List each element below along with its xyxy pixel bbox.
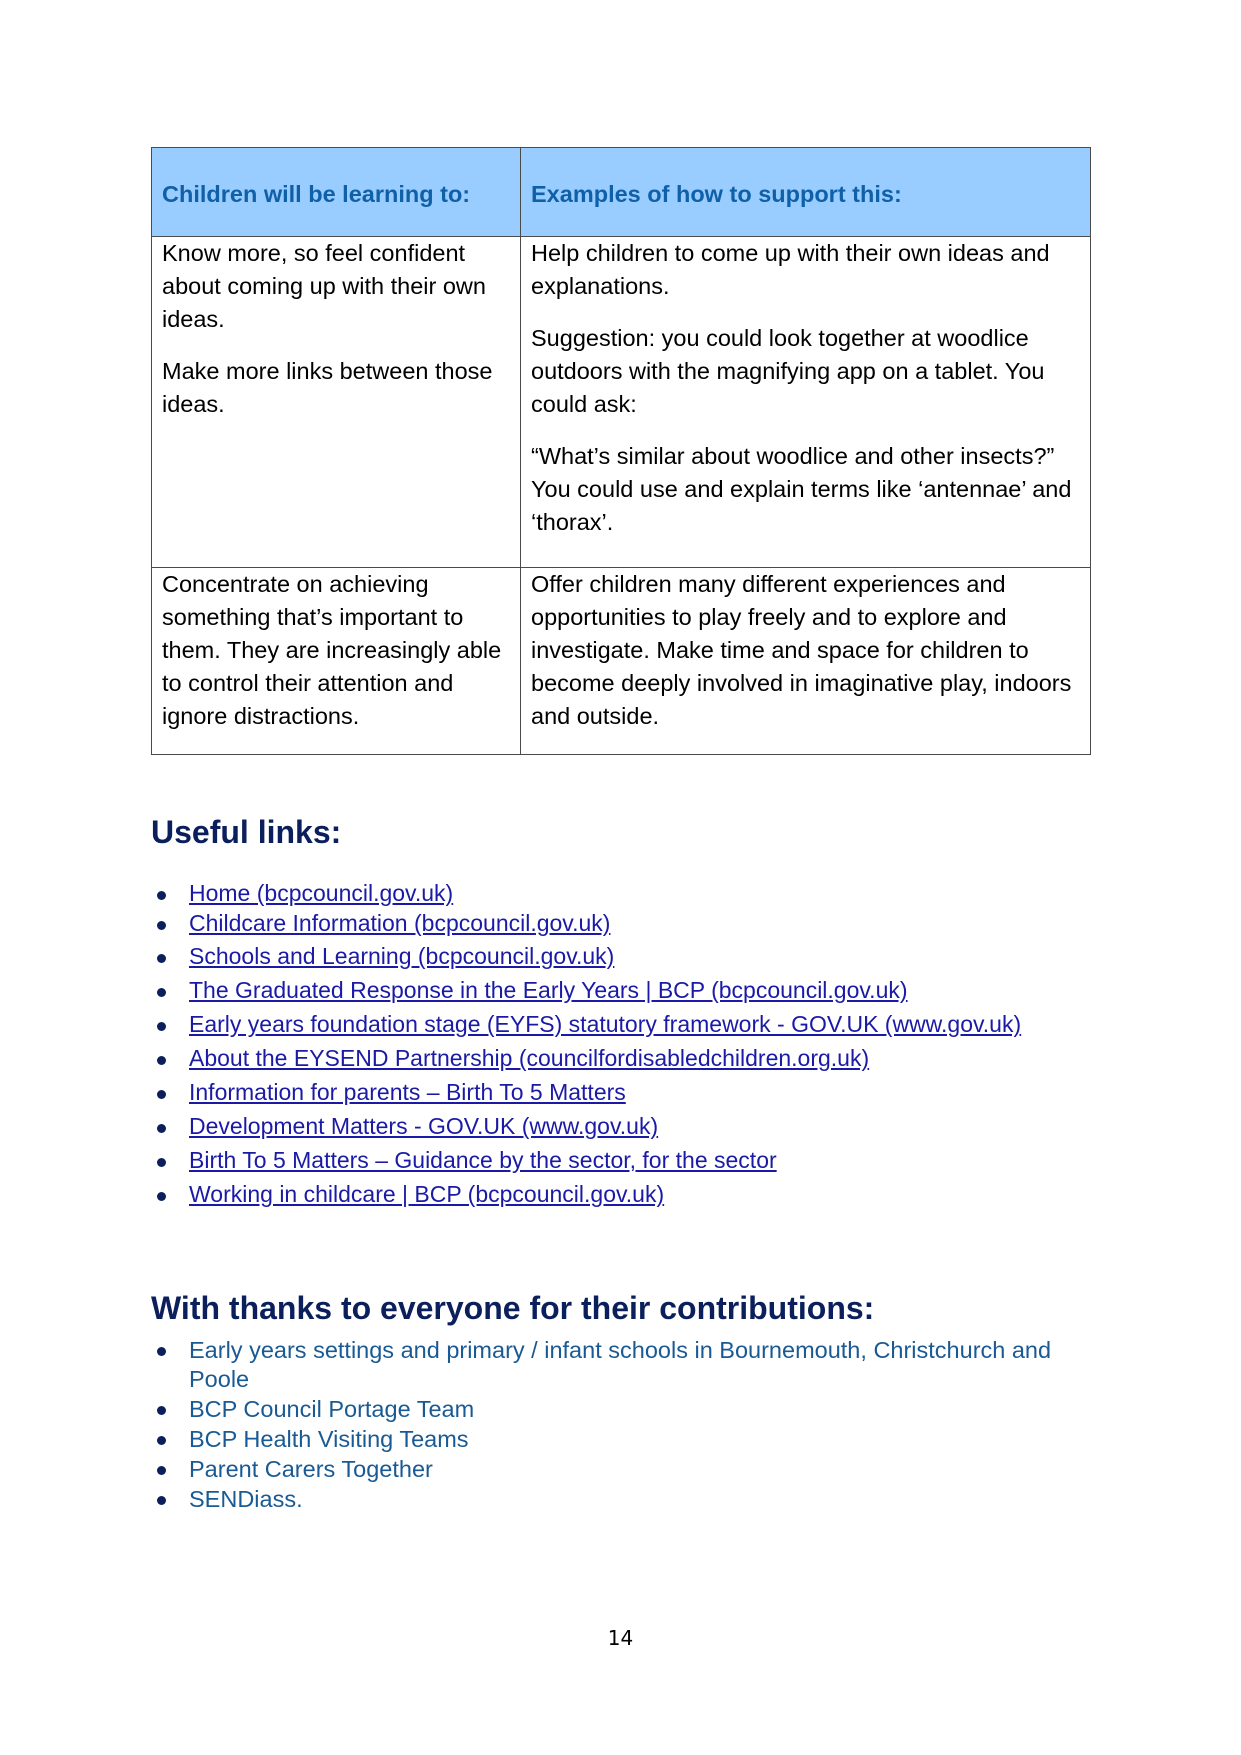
- bullet-icon: [157, 921, 166, 930]
- table-header-row: [152, 148, 1091, 237]
- bullet-icon: [157, 1466, 166, 1475]
- cell-paragraph: Suggestion: you could look together at woodlice outdoors with the magnifying app on a tablet. You could ask:: [531, 325, 1045, 417]
- link-birth-to-5-matters[interactable]: Birth To 5 Matters – Guidance by the sector, for the sector: [189, 1147, 777, 1173]
- column-header-learning: Children will be learning to:: [152, 148, 521, 237]
- list-item: [151, 1145, 1111, 1179]
- bullet-icon: [157, 1056, 166, 1065]
- column-header-support: Examples of how to support this:: [521, 148, 1091, 237]
- table-row: [152, 237, 1091, 568]
- bullet-icon: [157, 1192, 166, 1201]
- learning-cell: [152, 237, 521, 568]
- link-graduated-response[interactable]: The Graduated Response in the Early Years | BCP (bcpcouncil.gov.uk): [189, 977, 908, 1003]
- page-number: 14: [607, 1626, 634, 1650]
- list-item: [151, 878, 1111, 908]
- link-schools-and-learning[interactable]: Schools and Learning (bcpcouncil.gov.uk): [189, 943, 615, 969]
- list-item: [151, 908, 1111, 941]
- link-development-matters[interactable]: Development Matters - GOV.UK (www.gov.uk): [189, 1113, 659, 1139]
- cell-paragraph: Concentrate on achieving something that’s important to them. They are increasingly able to control their attention and ignore distractions.: [162, 571, 502, 729]
- list-item: [151, 1425, 1111, 1454]
- cell-paragraph: “What’s similar about woodlice and other insects?” You could use and explain terms like ‘antennae’ and ‘thorax’.: [531, 443, 1072, 535]
- list-item: [151, 1043, 1111, 1077]
- cell-paragraph: Make more links between those ideas.: [162, 358, 493, 417]
- useful-links-heading: Useful links:: [151, 814, 342, 850]
- link-eysend-partnership[interactable]: About the EYSEND Partnership (councilfordisabledchildren.org.uk): [189, 1045, 870, 1071]
- table-row: [152, 568, 1091, 755]
- thanks-item-text: BCP Health Visiting Teams: [189, 1426, 469, 1452]
- bullet-icon: [157, 1090, 166, 1099]
- useful-links-list: [151, 878, 1111, 1213]
- link-working-in-childcare[interactable]: Working in childcare | BCP (bcpcouncil.gov.uk): [189, 1181, 665, 1207]
- thanks-item-text: Early years settings and primary / infant schools in Bournemouth, Christchurch and Poole: [189, 1337, 1052, 1392]
- list-item: [151, 975, 1111, 1009]
- list-item: [151, 1179, 1111, 1213]
- bullet-icon: [157, 891, 166, 900]
- thanks-item-text: SENDiass.: [189, 1486, 303, 1512]
- link-eyfs-framework[interactable]: Early years foundation stage (EYFS) statutory framework - GOV.UK (www.gov.uk): [189, 1011, 1022, 1037]
- bullet-icon: [157, 954, 166, 963]
- cell-paragraph: Help children to come up with their own ideas and explanations.: [531, 240, 1050, 299]
- bullet-icon: [157, 1347, 166, 1356]
- bullet-icon: [157, 1124, 166, 1133]
- bullet-icon: [157, 988, 166, 997]
- support-cell: [521, 568, 1091, 755]
- list-item: [151, 1111, 1111, 1145]
- list-item: [151, 1009, 1111, 1043]
- link-home[interactable]: Home (bcpcouncil.gov.uk): [189, 880, 454, 906]
- list-item: [151, 1485, 1111, 1514]
- learning-cell: [152, 568, 521, 755]
- list-item: [151, 1077, 1111, 1111]
- support-cell: [521, 237, 1091, 568]
- learning-table: [151, 147, 1091, 755]
- link-information-for-parents[interactable]: Information for parents – Birth To 5 Matters: [189, 1079, 626, 1105]
- list-item: [151, 1336, 1111, 1394]
- bullet-icon: [157, 1406, 166, 1415]
- list-item: [151, 1395, 1111, 1424]
- bullet-icon: [157, 1496, 166, 1505]
- link-childcare-information[interactable]: Childcare Information (bcpcouncil.gov.uk): [189, 910, 611, 936]
- list-item: [151, 1455, 1111, 1484]
- list-item: [151, 941, 1111, 975]
- thanks-heading: With thanks to everyone for their contributions:: [151, 1290, 875, 1326]
- thanks-list: [151, 1336, 1111, 1515]
- cell-paragraph: Know more, so feel confident about coming up with their own ideas.: [162, 240, 486, 332]
- thanks-item-text: BCP Council Portage Team: [189, 1396, 475, 1422]
- bullet-icon: [157, 1436, 166, 1445]
- bullet-icon: [157, 1022, 166, 1031]
- thanks-item-text: Parent Carers Together: [189, 1456, 433, 1482]
- bullet-icon: [157, 1158, 166, 1167]
- cell-paragraph: Offer children many different experiences and opportunities to play freely and to explore and investigate. Make time and space for children to become deeply involved in imaginative play, indoors and outside.: [531, 571, 1072, 729]
